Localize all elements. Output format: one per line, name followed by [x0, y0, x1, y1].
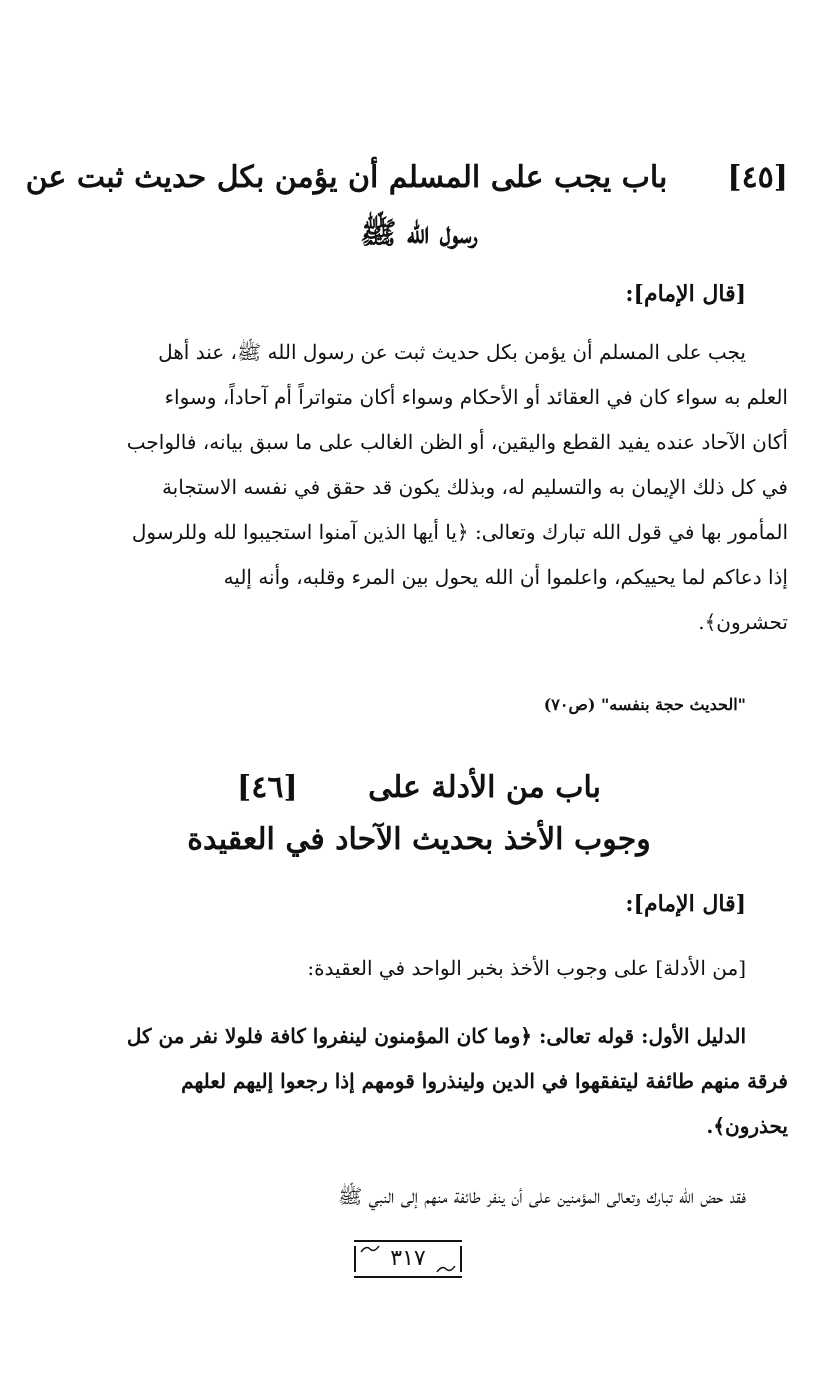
section-45-paragraph [48, 330, 788, 645]
section-46-last-line: فقد حض الله تبارك وتعالى المؤمنين على أن ينفر طائفة منهم إلى النبي ﷺ [338, 1184, 746, 1208]
paragraph-line: في كل ذلك الإيمان به والتسليم له، وبذلك يكون قد حقق في نفسه الاستجابة [161, 475, 788, 499]
evidence-line: الدليل الأول: قوله تعالى: ﴿وما كان المؤمنون لينفروا كافة فلولا نفر من كل [126, 1024, 746, 1048]
page-number: ٣١٧ [390, 1246, 426, 1271]
paragraph-line: تحشرون﴾. [698, 610, 788, 634]
paragraph-line: المأمور بها في قول الله تبارك وتعالى: ﴿يا أيها الذين آمنوا استجيبوا لله وللرسول [131, 520, 788, 544]
paragraph-line: يجب على المسلم أن يؤمن بكل حديث ثبت عن رسول الله ﷺ، عند أهل [158, 340, 746, 364]
section-45-title-line1: باب يجب على المسلم أن يؤمن بكل حديث ثبت عن [25, 160, 668, 195]
paragraph-line: إذا دعاكم لما يحييكم، واعلموا أن الله يحول بين المرء وقلبه، وأنه إليه [223, 565, 788, 589]
section-46-label: [قال الإمام]: [625, 891, 746, 917]
section-45-heading [25, 150, 788, 206]
section-46-title-line2: وجوب الأخذ بحديث الآحاد في العقيدة [187, 822, 651, 857]
section-46-title-text: باب من الأدلة على [368, 770, 601, 805]
evidence-line: فرقة منهم طائفة ليتفقهوا في الدين ولينذروا قومهم إذا رجعوا إليهم لعلهم [181, 1069, 788, 1093]
section-46-intro: [من الأدلة] على وجوب الأخذ بخبر الواحد في العقيدة: [307, 956, 746, 980]
section-45-number: [٤٥] [727, 160, 788, 195]
evidence-line: يحذرون﴾. [706, 1114, 788, 1138]
section-46-title-line1 [0, 760, 838, 816]
section-46-number: [٤٦] [237, 770, 298, 805]
section-46-evidence [48, 1014, 788, 1149]
section-45-label: [قال الإمام]: [625, 281, 746, 307]
section-45-title-line2: رسول الله ﷺ [360, 216, 478, 251]
paragraph-line: العلم به سواء كان في العقائد أو الأحكام وسواء أكان متواتراً أم آحاداً، وسواء [164, 385, 788, 409]
section-45-citation: "الحديث حجة بنفسه" (ص٧٠) [543, 695, 746, 714]
paragraph-line: أكان الآحاد عنده يفيد القطع واليقين، أو الظن الغالب على ما سبق بيانه، فالواجب [126, 430, 788, 454]
page-number-frame [354, 1240, 462, 1278]
